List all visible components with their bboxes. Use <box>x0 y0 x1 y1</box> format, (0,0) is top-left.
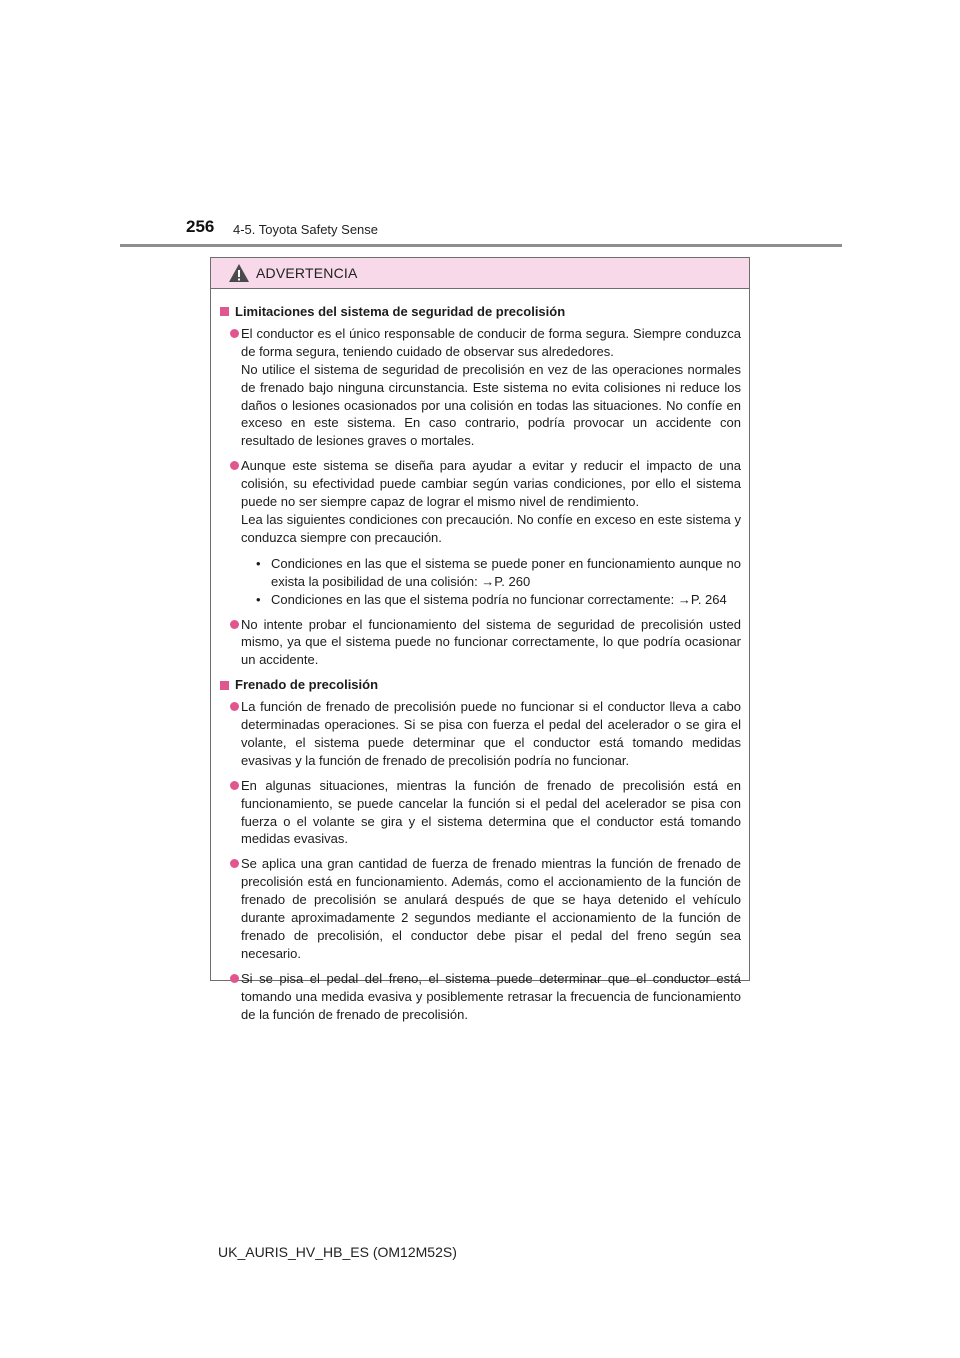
list-item <box>220 777 741 849</box>
round-bullet-icon <box>230 781 239 790</box>
round-bullet-icon <box>230 702 239 711</box>
round-bullet-icon <box>230 620 239 629</box>
item-paragraph: Aunque este sistema se diseña para ayudar a evitar y reducir el impacto de una colisión, su efectividad puede cambiar según varias condiciones, por ello el sistema puede no ser siempre capaz de lograr el mismo nivel de rendimiento. <box>241 458 741 510</box>
warning-triangle-icon <box>228 263 250 283</box>
item-paragraph: La función de frenado de precolisión puede no funcionar si el conductor lleva a cabo determinadas operaciones. Si se pisa con fuerza el pedal del acelerador o se gira el volante, el sistema puede determinar que el conductor está tomando medidas evasivas y la función de frenado de precolisión podría no funcionar. <box>241 699 741 768</box>
item-paragraph: No utilice el sistema de seguridad de precolisión en vez de las operaciones normales de frenado bajo ninguna circunstancia. Este sistema no evita colisiones ni reduce los daños o lesiones ocasionados por una colisión en todas las situaciones. No confíe en exceso en este sistema. En caso contrario, podría provocar un accidente con resultado de lesiones graves o mortales. <box>241 361 741 449</box>
item-paragraph: Si se pisa el pedal del freno, el sistema puede determinar que el conductor está tomando una medida evasiva y posiblemente retrasar la frecuencia de funcionamiento de la función de frenado de precolisión. <box>241 970 741 1022</box>
list-item <box>220 855 741 962</box>
sub-list-item <box>241 555 741 591</box>
round-bullet-icon <box>230 974 239 983</box>
small-bullet-icon: • <box>256 555 261 571</box>
list-item <box>220 616 741 670</box>
round-bullet-icon <box>230 329 239 338</box>
warning-title: ADVERTENCIA <box>256 265 358 281</box>
item-paragraph: El conductor es el único responsable de conducir de forma segura. Siempre conduzca de forma segura, teniendo cuidado de observar sus alrededores. <box>241 325 741 359</box>
section-title: 4-5. Toyota Safety Sense <box>233 222 379 237</box>
item-paragraph: Lea las siguientes condiciones con precaución. No confíe en exceso en este sistema y conduzca siempre con precaución. <box>241 511 741 545</box>
round-bullet-icon <box>230 859 239 868</box>
small-bullet-icon: • <box>256 591 261 607</box>
sub-item-text: Condiciones en las que el sistema se puede poner en funcionamiento aunque no exista la posibilidad de una colisión: →P. 260 <box>271 555 741 589</box>
warning-section-limitations <box>220 303 741 669</box>
header-divider <box>120 244 842 247</box>
round-bullet-icon <box>230 461 239 470</box>
item-paragraph: No intente probar el funcionamiento del sistema de seguridad de precolisión usted mismo, ya que el sistema puede no funcionar correctamente, lo que podría ocasionar un accidente. <box>241 616 741 668</box>
list-item <box>220 325 741 450</box>
item-paragraph: Se aplica una gran cantidad de fuerza de frenado mientras la función de frenado de precolisión está en funcionamiento. Además, como el accionamiento de la función de frenado de precolisión se anulará después de que se haya detenido el vehículo durante aproximadamente 2 segundos mediante el accionamiento de la función de frenado de precolisión, el conductor debe pisar el pedal del freno según sea necesario. <box>241 856 741 961</box>
section-heading <box>220 303 741 321</box>
section-heading-text: Limitaciones del sistema de seguridad de precolisión <box>235 304 566 319</box>
sub-item-text: Condiciones en las que el sistema podría no funcionar correctamente: →P. 264 <box>271 591 727 607</box>
sub-list-item <box>241 591 741 609</box>
square-bullet-icon <box>220 681 229 690</box>
page-number: 256 <box>186 217 215 236</box>
list-item <box>220 457 741 608</box>
item-paragraph: En algunas situaciones, mientras la función de frenado de precolisión está en funcionamiento, se puede cancelar la función si el pedal del acelerador se pisa con fuerza o el volante se gira y el sistema determina que el conductor está tomando medidas evasivas. <box>241 777 741 847</box>
page-header <box>0 0 960 250</box>
list-item <box>220 698 741 770</box>
document-code: UK_AURIS_HV_HB_ES (OM12M52S) <box>218 1244 457 1260</box>
warning-section-precollision-braking <box>220 676 741 1023</box>
list-item <box>220 970 741 1024</box>
square-bullet-icon <box>220 307 229 316</box>
section-heading-text: Frenado de precolisión <box>235 677 379 693</box>
section-heading <box>220 676 741 694</box>
warning-body <box>211 289 749 1024</box>
warning-header <box>211 258 749 289</box>
warning-box <box>210 257 750 1022</box>
